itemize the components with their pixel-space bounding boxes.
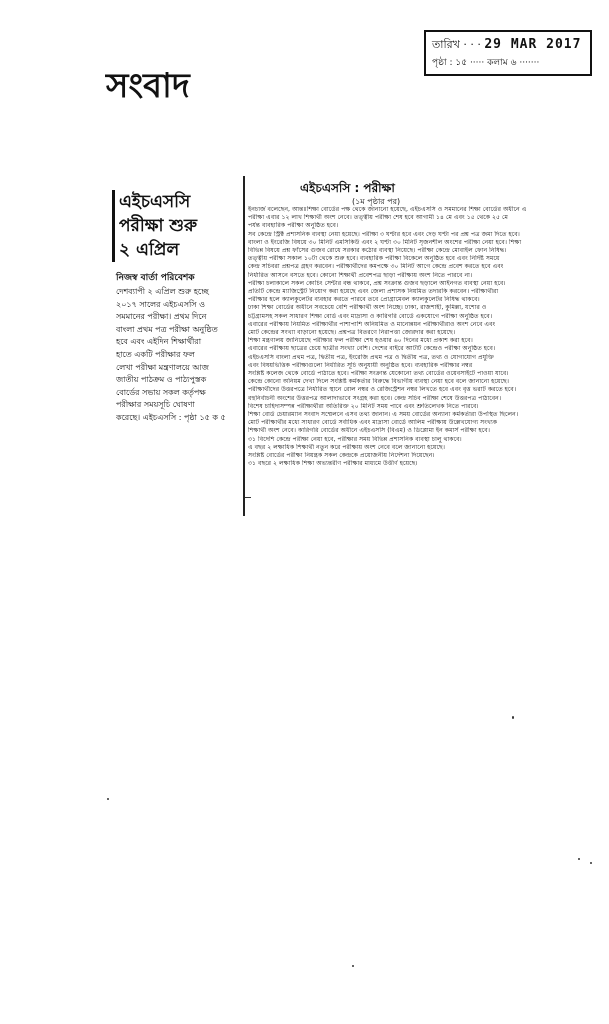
body-line: সংশ্লিষ্ট কলেজ থেকে বোর্ডে পাঠাতে হবে। পরীক্ষা সংক্রান্ত যেকোনো তথ্য বোর্ডের ওয়েবসাইটে পাওয়া যাবে। xyxy=(248,370,509,378)
body-line: এবারের পরীক্ষায় ছাত্রের চেয়ে ছাত্রীর সংখ্যা বেশি। দেশের বাইরে আটটি কেন্দ্রেও পরীক্ষা অনুষ্ঠিত হবে। xyxy=(248,345,496,353)
body-line: বোর্ডের সভায় সকল কর্তৃপক্ষ xyxy=(116,387,206,397)
body-line: তত্ত্বীয় পরীক্ষা সকাল ১০টা থেকে শুরু হবে। ব্যবহারিক পরীক্ষা বিকেলে অনুষ্ঠিত হবে এবং নির্দিষ্ট সময়ে xyxy=(248,255,500,263)
body-line: কেন্দ্র সচিবরা প্রশ্নপত্র গ্রহণ করবেন। পরীক্ষার্থীদের কমপক্ষে ৩০ মিনিট আগে কেন্দ্রে প্রবেশ করতে হবে এবং xyxy=(248,263,504,271)
body-line: শিক্ষা বোর্ড চেয়ারম্যান সংবাদ সম্মেলনে এসব তথ্য জানান। এ সময় বোর্ডের অন্যান্য কর্মকর্তারা উপস্থিত ছিলেন। xyxy=(248,411,519,419)
body-line: মোট পরীক্ষার্থীর মধ্যে সাধারণ বোর্ডে সর্বাধিক এবং মাদ্রাসা বোর্ডে আলিম পরীক্ষায় উল্লেখযোগ্য সংখ্যক xyxy=(248,419,498,427)
body-line: পরীক্ষা চলাকালে সকল কোচিং সেন্টার বন্ধ থাকবে, প্রশ্ন সংক্রান্ত গুজব ছড়ালে আইনগত ব্যবস্থা নেয়া হবে। xyxy=(248,279,506,287)
body-line: এ বছর ২ লক্ষাধিক শিক্ষার্থী নতুন করে পরীক্ষায় অংশ নেবে বলে জানানো হয়েছে। xyxy=(248,443,445,451)
scan-speck xyxy=(107,798,109,800)
body-line: এবারের পরীক্ষায় নিয়মিত পরীক্ষার্থীর পাশাপাশি অনিয়মিত ও মানোন্নয়ন পরীক্ষার্থীরাও অংশ নেবে এবং xyxy=(248,320,496,328)
stamp-page-value: ১৫ xyxy=(455,58,468,68)
headline-line: পরীক্ষা শুরু xyxy=(119,216,198,236)
stamp-date-row: তারিখ · · · 29 MAR 2017 xyxy=(432,37,582,52)
right-article-title: এইচএসসি : পরীক্ষা xyxy=(300,181,395,195)
left-headline xyxy=(112,190,249,262)
date-stamp xyxy=(424,30,592,76)
stamp-column-value: ৬ xyxy=(510,58,517,68)
body-line: পরীক্ষার হলে ক্যালকুলেটর ব্যবহার করতে পারবে তবে প্রোগ্রামেবল ক্যালকুলেটর নিষিদ্ধ থাকবে। xyxy=(248,296,480,304)
body-line: পরীক্ষার সময়সূচি ঘোষণা xyxy=(116,400,195,410)
body-line: চট্টগ্রামসহ সকল সাধারণ শিক্ষা বোর্ড এবং মাদ্রাসা ও কারিগরি বোর্ডে একযোগে পরীক্ষা অনুষ্ঠিত হবে। xyxy=(248,312,493,320)
stamp-date-label: তারিখ xyxy=(432,38,460,51)
left-byline: নিজস্ব বার্তা পরিবেশক xyxy=(116,273,195,283)
stamp-page-row: পৃষ্ঠা : ১৫ ····· কলাম ৬ ······· xyxy=(432,58,540,68)
body-line: পরীক্ষা এবার ১২ লাখ শিক্ষার্থী অংশ নেবে। তত্ত্বীয় পরীক্ষা শেষ হবে আগামী ১৪ মে এবং ১৫ থেকে ২৫ মে xyxy=(248,214,508,222)
body-line: ঢাকা শিক্ষা বোর্ডের অধীনে সবচেয়ে বেশি পরীক্ষার্থী অংশ নিচ্ছে। ঢাকা, রাজশাহী, কুমিল্লা, যশোর ও xyxy=(248,304,487,312)
stamp-page-label: পৃষ্ঠা xyxy=(432,58,447,68)
body-line: কেন্দ্রে কোনো অনিয়ম দেখা দিলে সংশ্লিষ্ট কর্মকর্তার বিরুদ্ধে বিভাগীয় ব্যবস্থা নেয়া হবে বলে জানানো হয়েছে। xyxy=(248,378,509,386)
body-line: পর্যন্ত ব্যবহারিক পরীক্ষা অনুষ্ঠিত হবে। xyxy=(248,222,339,230)
headline-line: এইচএসসি xyxy=(119,192,191,212)
scan-speck xyxy=(578,858,580,860)
body-line: বিভিন্ন বিষয়ে প্রশ্ন ফাঁসের গুজব রোধে সরকার কঠোর ব্যবস্থা নিয়েছে। পরীক্ষা কেন্দ্রে মোবাইল ফোন নিষিদ্ধ। xyxy=(248,247,507,255)
body-line: ৩১ বছরে ২ লক্ষাধিক শিক্ষা অভ্যন্তরীণ পরীক্ষার মাধ্যমে উত্তীর্ণ হয়েছে। xyxy=(248,460,418,468)
headline-line: ২ এপ্রিল xyxy=(119,240,180,260)
scan-speck xyxy=(512,716,514,719)
scan-speck xyxy=(590,862,592,864)
body-line: বাংলা প্রথম পত্র পরীক্ষা অনুষ্ঠিত xyxy=(116,324,218,334)
body-line: বাংলা ও ইংরেজি বিষয়ে ৩০ মিনিট এমসিকিউ এবং ২ ঘণ্টা ৩০ মিনিট সৃজনশীল অংশের পরীক্ষা নেয়া হবে। শিক্ষা xyxy=(248,238,522,246)
body-line: প্রতিটি কেন্দ্রে ম্যাজিস্ট্রেট নিয়োগ করা হয়েছে এবং জেলা প্রশাসক নিয়মিত তদারকি করবেন। পরীক্ষার্থীরা xyxy=(248,288,499,296)
body-line: বিশেষ চাহিদাসম্পন্ন পরীক্ষার্থীরা অতিরিক্ত ২০ মিনিট সময় পাবে এবং শ্রুতিলেখক নিতে পারবে। xyxy=(248,402,479,410)
body-line: ২০১৭ সালের এইচএসসি ও xyxy=(116,299,206,309)
body-line: মোট কেন্দ্রের সংখ্যা বাড়ানো হয়েছে। প্রশ্নপত্র বিতরণে নিরাপত্তা জোরদার করা হয়েছে। xyxy=(248,329,456,337)
body-line: এবং বিষয়ভিত্তিক পরীক্ষাগুলো নির্ধারিত সূচি অনুযায়ী অনুষ্ঠিত হবে। ব্যবহারিক পরীক্ষার নম্বর xyxy=(248,361,473,369)
body-line: দেশব্যাপী ২ এপ্রিল শুরু হচ্ছে xyxy=(116,287,209,296)
body-line: সমমানের পরীক্ষা। প্রথম দিনে xyxy=(116,312,207,322)
body-line: বহুনির্বাচনী অংশের উত্তরপত্র আলাদাভাবে সংগ্রহ করা হবে। কেন্দ্র সচিব পরীক্ষা শেষে উত্তরপত্র পাঠাবেন। xyxy=(248,394,502,402)
body-line: ৩১ বিদেশি কেন্দ্রে পরীক্ষা নেয়া হবে, পরীক্ষার সময় বিভিন্ন প্রশাসনিক ব্যবস্থা চালু থাকবে। xyxy=(248,435,462,443)
stamp-column-label: কলাম xyxy=(487,58,508,68)
body-line: ইনচার্জ বলেছেন, আন্তঃশিক্ষা বোর্ডের পক্ষ থেকে জানানো হয়েছে, এইচএসসি ও সমমানের শিক্ষা বোর্ডের অধীনে এ xyxy=(248,206,527,213)
stamp-date-value: 29 MAR 2017 xyxy=(484,37,582,52)
body-line: হবে এবং এইদিন শিক্ষার্থীরা xyxy=(116,337,202,347)
body-line: সব কেন্দ্রে স্ট্রিক্ট প্রশাসনিক ব্যবস্থা নেয়া হয়েছে। পরীক্ষা ৩ ঘণ্টার হবে এবং দেড় ঘণ্টা পর প্রশ্ন পত্র জমা দিতে হবে। xyxy=(248,230,520,238)
body-line: শিক্ষা মন্ত্রণালয় জানিয়েছে পরীক্ষার ফল পরীক্ষা শেষ হওয়ার ৬০ দিনের মধ্যে প্রকাশ করা হবে। xyxy=(248,337,473,345)
body-line: শিক্ষার্থী অংশ নেবে। কারিগরি বোর্ডের অধীনে এইচএসসি (বিএম) ও ডিপ্লোমা ইন কমার্স পরীক্ষা হবে। xyxy=(248,427,490,435)
scan-speck xyxy=(245,497,251,498)
body-line: পরীক্ষার্থীদের উত্তরপত্রে নির্ধারিত স্থানে রোল নম্বর ও রেজিস্ট্রেশন নম্বর লিখতে হবে এবং বৃত্ত ভরাট করতে হবে। xyxy=(248,386,517,394)
body-line: নির্ধারিত আসনে বসতে হবে। কোনো শিক্ষার্থী প্রবেশপত্র ছাড়া পরীক্ষায় অংশ নিতে পারবে না। xyxy=(248,271,473,279)
newspaper-masthead: সংবাদ xyxy=(106,66,190,106)
right-article-body xyxy=(248,206,588,469)
right-article-subtitle: (১ম পৃষ্ঠার পর) xyxy=(352,197,401,206)
left-body xyxy=(116,286,242,425)
body-line: সংশ্লিষ্ট বোর্ডের পরীক্ষা নিয়ন্ত্রক সকল কেন্দ্রকে প্রয়োজনীয় নির্দেশনা দিয়েছেন। xyxy=(248,452,435,460)
body-line: হাতে একটি পরীক্ষার ফল xyxy=(116,349,195,359)
body-line: লেখা পরীক্ষা মন্ত্রণালয়ে আজ xyxy=(116,362,209,372)
scan-speck xyxy=(352,965,354,967)
column-divider xyxy=(243,176,245,516)
body-line: করেছে। এইচএসসি : পৃষ্ঠা ১৫ ক ৫ xyxy=(116,412,226,422)
body-line: এইচএসসি বাংলা প্রথম পত্র, দ্বিতীয় পত্র, ইংরেজি প্রথম পত্র ও দ্বিতীয় পত্র, তথ্য ও যোগাযোগ প্রযুক্তি xyxy=(248,353,494,361)
body-line: জাতীয় পাঠক্রম ও পাঠ্যপুস্তক xyxy=(116,375,207,385)
